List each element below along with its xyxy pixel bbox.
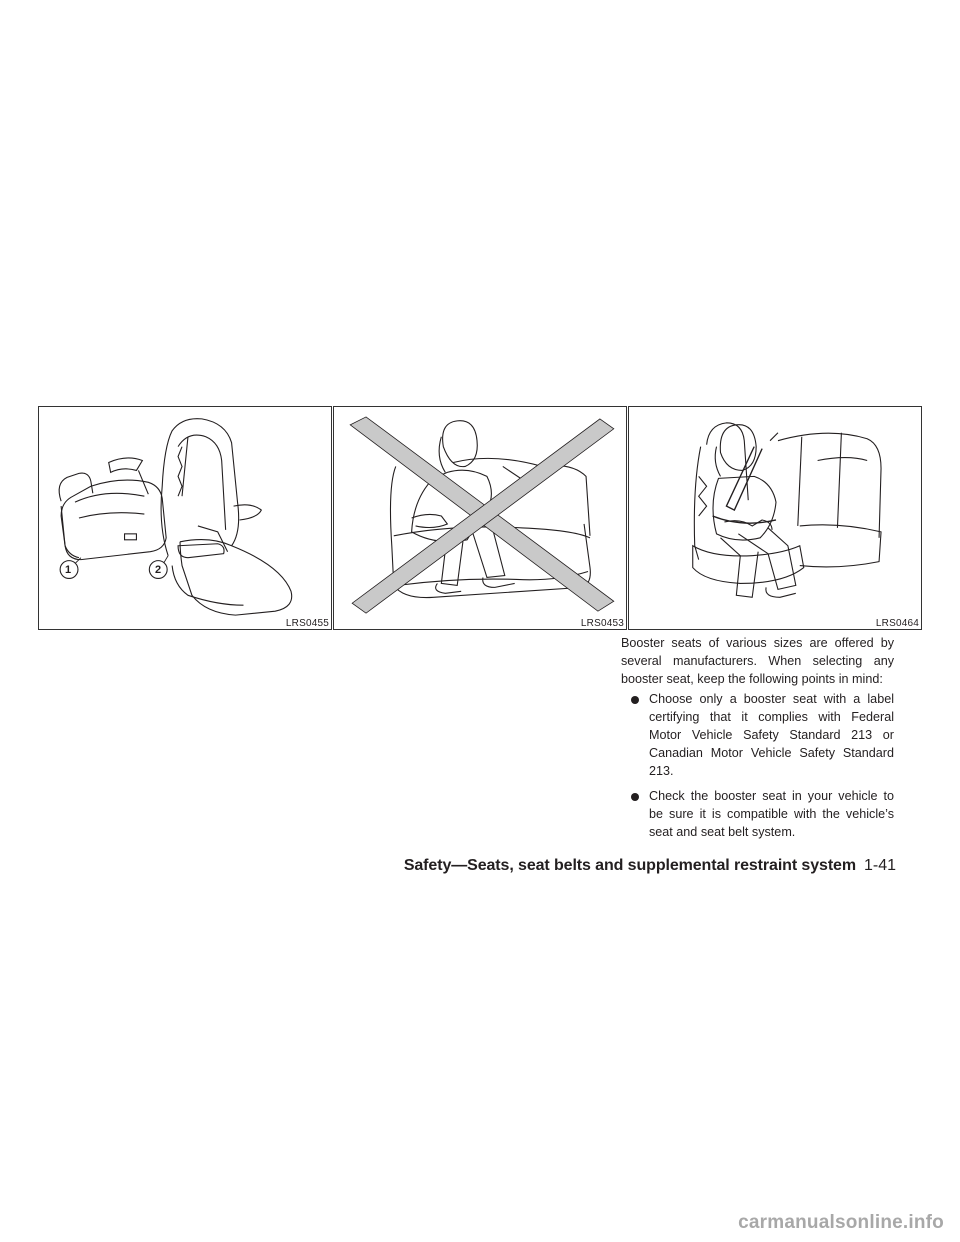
page-number: 1-41: [863, 857, 896, 874]
bullet-item: [621, 691, 894, 780]
callout-1: 1: [65, 564, 72, 576]
figure-incorrect-belt-fit: [333, 406, 627, 630]
intro-paragraph: Booster seats of various sizes are offered by several manufacturers. When selecting any booster seat, keep the following points in mind:: [621, 636, 894, 686]
correct-booster-seat-use-illustration: [629, 407, 921, 629]
figure-correct-booster-use: [628, 406, 922, 630]
bullet-icon: [631, 696, 639, 704]
figure-booster-seats: [38, 406, 332, 630]
bullet-text: Check the booster seat in your vehicle to be sure it is compatible with the vehicle’s seat and seat belt system.: [649, 789, 894, 839]
bullet-icon: [631, 793, 639, 801]
page-footer: [404, 857, 896, 875]
bullet-text: Choose only a booster seat with a label certifying that it complies with Federal Motor Vehicle Safety Standard 213 or Canadian Motor Vehicle Safety Standard 213.: [649, 692, 894, 778]
bullet-item: [621, 788, 894, 841]
section-title: Safety—Seats, seat belts and supplemental restraint system: [403, 857, 856, 874]
callout-2: 2: [155, 564, 162, 576]
incorrect-belt-fit-crossed-out-illustration: [334, 407, 626, 629]
watermark: carmanualsonline.info: [738, 1212, 944, 1233]
body-text: [621, 635, 894, 850]
booster-seats-illustration: [39, 407, 331, 629]
figure-code: LRS0455: [285, 618, 329, 629]
figure-code: LRS0453: [580, 618, 624, 629]
figure-code: LRS0464: [875, 618, 919, 629]
bullet-list: [621, 691, 894, 841]
